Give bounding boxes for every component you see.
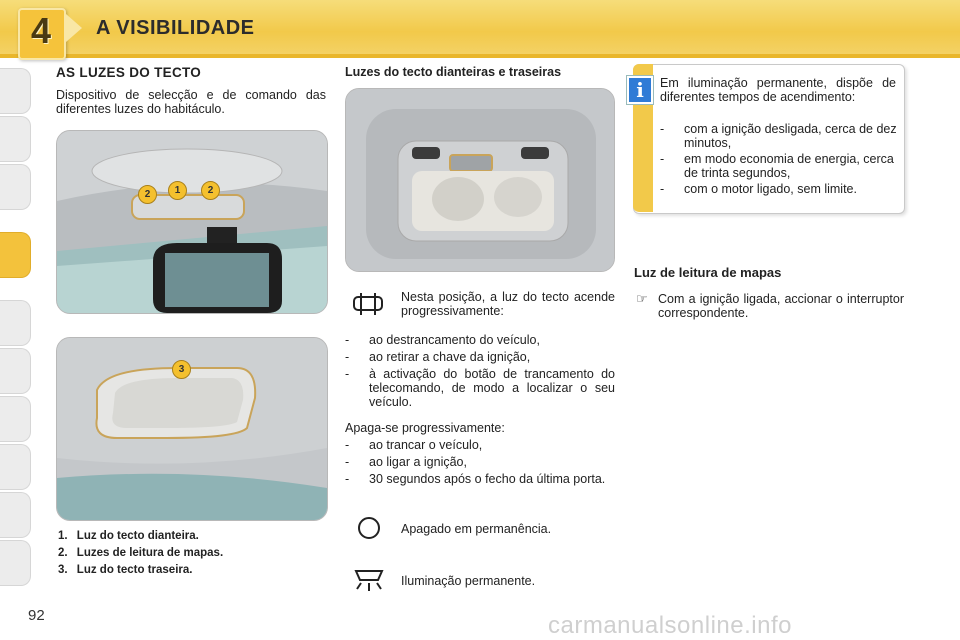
watermark: carmanualsonline.info	[548, 612, 792, 639]
info-intro: Em iluminação permanente, dispõe de diferentes tempos de acendimento:	[660, 76, 896, 104]
map-light-heading: Luz de leitura de mapas	[634, 265, 782, 280]
side-tab-6[interactable]	[0, 348, 31, 394]
info-list-item-text: em modo economia de energia, cerca de trinta segundos,	[684, 152, 894, 180]
side-tab-3[interactable]	[0, 164, 31, 210]
info-list-item-text: com a ignição desligada, cerca de dez minutos,	[684, 122, 897, 150]
legend-number: 2.	[58, 547, 68, 559]
front-console-photo	[56, 130, 328, 314]
legend-item	[58, 530, 199, 542]
legend-item	[58, 564, 192, 576]
list-item-text: ao destrancamento do veículo,	[369, 333, 540, 347]
light-on-icon	[352, 567, 386, 593]
legend-item	[58, 547, 223, 559]
ceiling-light-photo	[345, 88, 615, 272]
legend-text: Luz do tecto traseira.	[76, 564, 193, 576]
map-light-text: Com a ignição ligada, accionar o interruptor correspondente.	[658, 292, 904, 320]
list-item-text: à activação do botão de trancamento do telecomando, de modo a localizar o seu veículo.	[369, 367, 615, 409]
legend-number: 1.	[58, 530, 68, 542]
side-tab-4-active[interactable]	[0, 232, 31, 278]
subsection-heading: Luzes do tecto dianteiras e traseiras	[345, 65, 562, 79]
side-tab-10[interactable]	[0, 540, 31, 586]
list-item-text: 30 segundos após o fecho da última porta.	[369, 472, 606, 486]
off-heading: Apaga-se progressivamente:	[345, 421, 505, 435]
rear-light-photo	[56, 337, 328, 521]
list-item-text: ao ligar a ignição,	[369, 455, 467, 469]
front-console-illustration	[57, 131, 327, 313]
callout-2-right: 2	[201, 181, 220, 200]
intro-text: Dispositivo de selecção e de comando das diferentes luzes do habitáculo.	[56, 88, 326, 116]
info-list-item-text: com o motor ligado, sem limite.	[684, 182, 857, 196]
side-tab-7[interactable]	[0, 396, 31, 442]
list-item-text: ao trancar o veículo,	[369, 438, 483, 452]
page-number: 92	[28, 607, 45, 624]
light-off-icon	[357, 516, 381, 540]
side-tab-8[interactable]	[0, 444, 31, 490]
side-tab-9[interactable]	[0, 492, 31, 538]
chapter-number: 4	[30, 10, 52, 51]
door-mode-icon	[350, 292, 386, 316]
chapter-title: A VISIBILIDADE	[96, 17, 255, 39]
ceiling-light-illustration	[346, 89, 614, 271]
legend-text: Luz do tecto dianteira.	[76, 530, 199, 542]
section-heading: AS LUZES DO TECTO	[56, 65, 202, 80]
pointing-hand-icon: ☞	[636, 291, 648, 306]
callout-3: 3	[172, 360, 191, 379]
list-item-text: ao retirar a chave da ignição,	[369, 350, 531, 364]
door-mode-text: Nesta posição, a luz do tecto acende progressivamente:	[401, 290, 615, 318]
legend-number: 3.	[58, 564, 68, 576]
callout-1: 1	[168, 181, 187, 200]
header-arrow-icon	[66, 14, 82, 42]
legend-text: Luzes de leitura de mapas.	[76, 547, 224, 559]
callout-2-left: 2	[138, 185, 157, 204]
permanent-mode-text: Iluminação permanente.	[401, 574, 536, 588]
rear-light-illustration	[57, 338, 327, 520]
side-tab-1[interactable]	[0, 68, 31, 114]
side-tab-2[interactable]	[0, 116, 31, 162]
side-tab-5[interactable]	[0, 300, 31, 346]
info-icon: i	[627, 76, 653, 104]
off-mode-text: Apagado em permanência.	[401, 522, 552, 536]
